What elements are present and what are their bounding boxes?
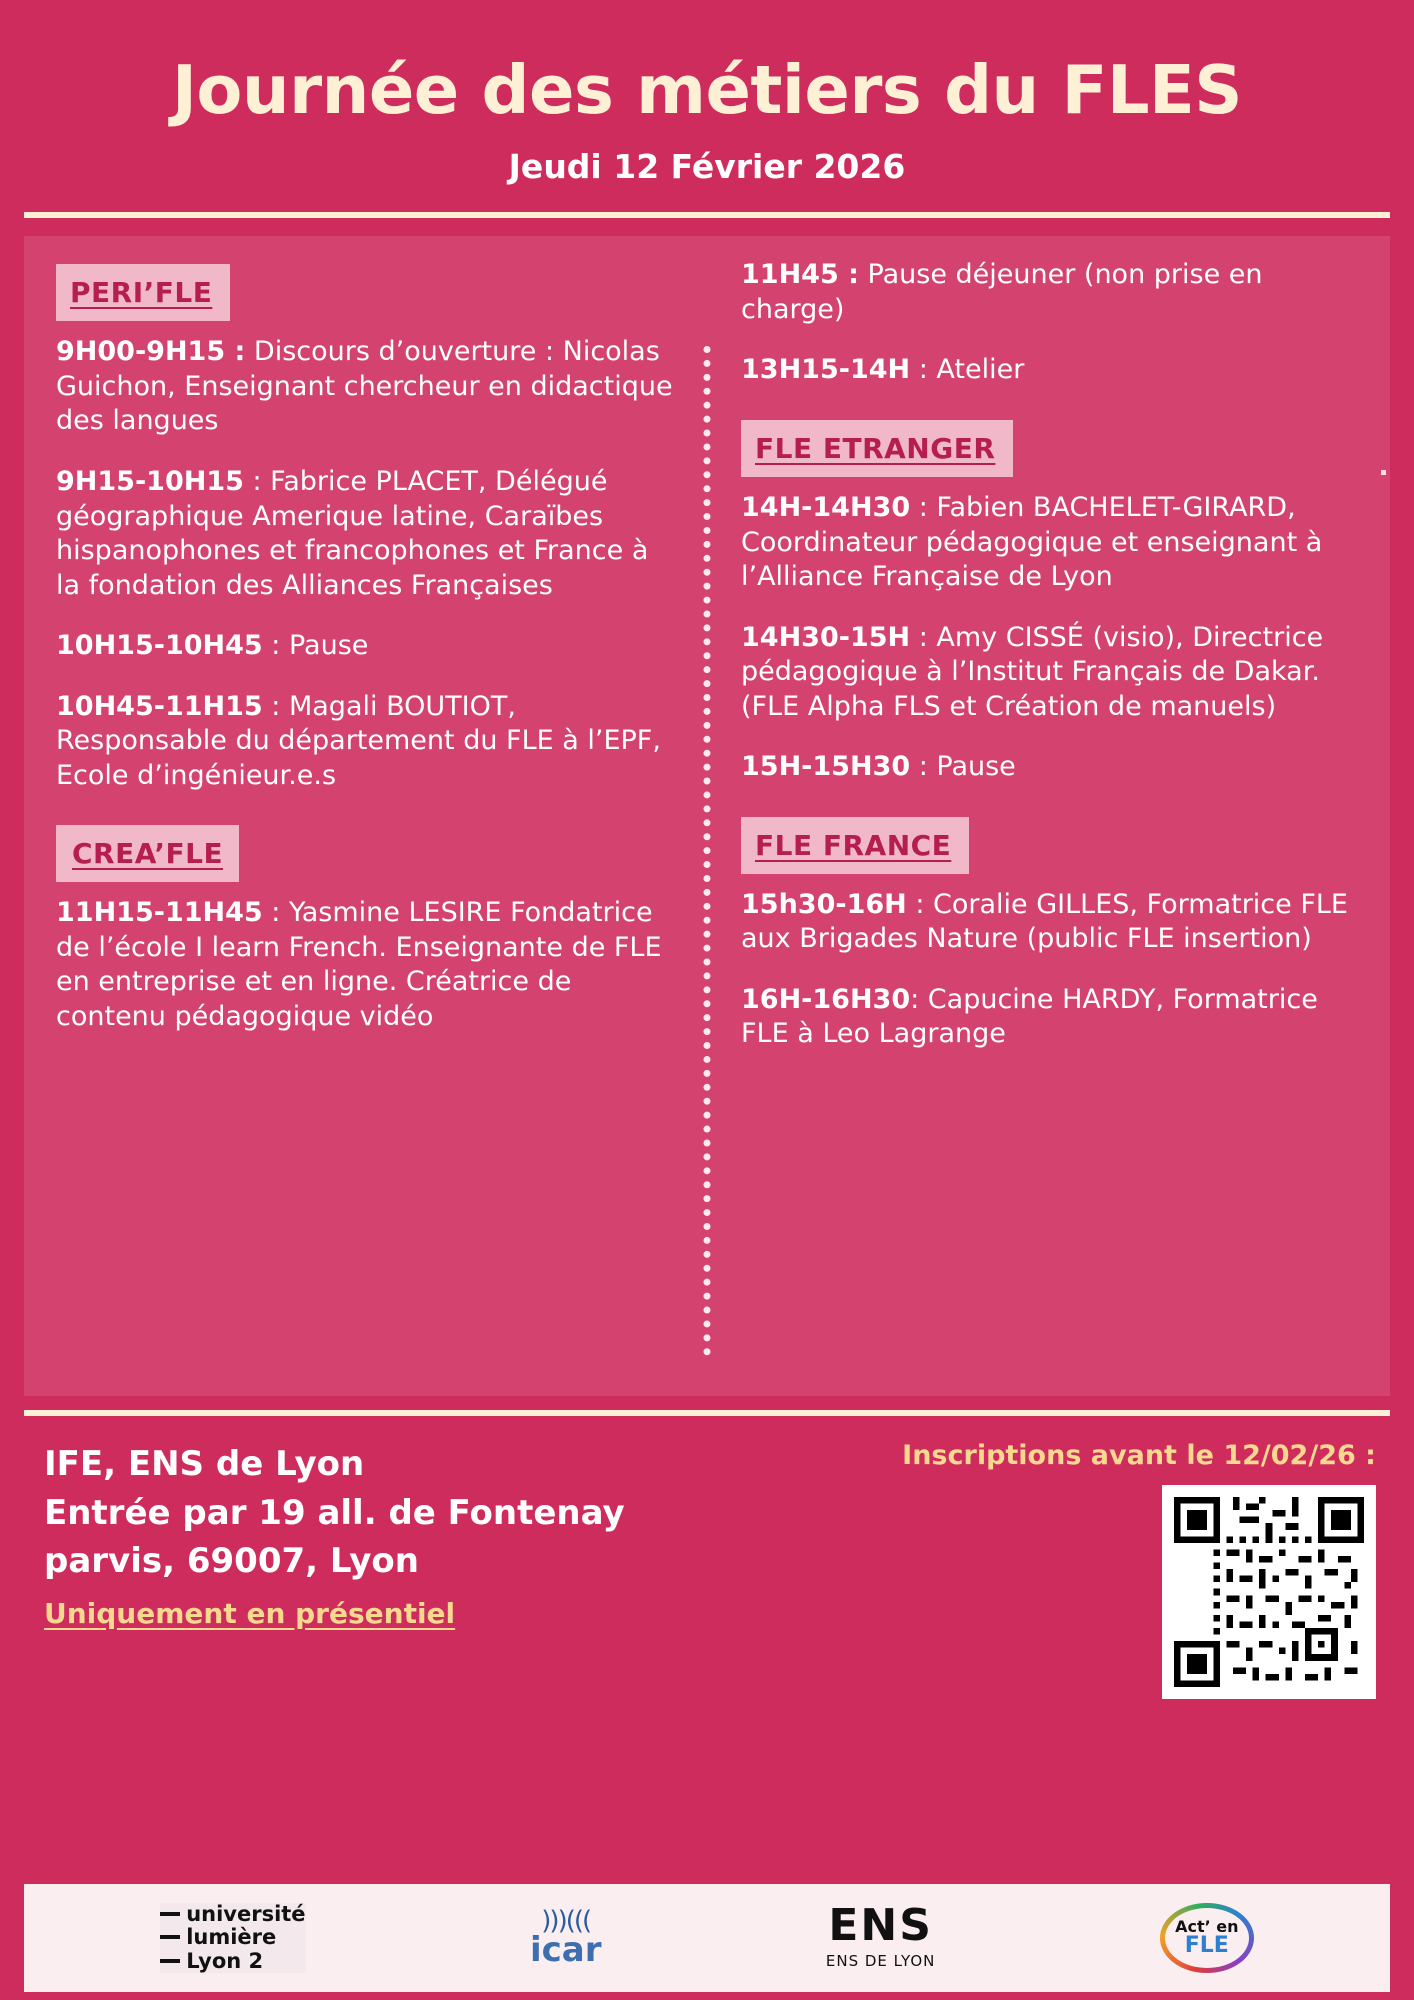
entry-desc: : Fabrice PLACET, Délégué géographique Amerique latine, Caraïbes hispanophones et francophones et France à la fondation des Alliances Françaises	[56, 465, 649, 601]
qr-code-wrapper[interactable]	[1162, 1485, 1376, 1699]
program-entry	[741, 621, 1358, 725]
icar-waves-icon: )))(((	[541, 1906, 591, 1936]
logo-lyon2-line2: lumière	[160, 1926, 305, 1950]
entry-time: 10H45-11H15	[56, 690, 263, 722]
entry-desc: : Magali BOUTIOT, Responsable du département du FLE à l’EPF, Ecole d’ingénieur.e.s	[56, 690, 661, 791]
entry-desc: : Pause	[262, 630, 369, 662]
logo-ens-de-lyon	[825, 1900, 936, 1970]
program-column-right	[707, 252, 1376, 1378]
entry-time: 11H15-11H45	[56, 897, 263, 929]
program-entry	[741, 491, 1358, 595]
ens-sublabel: ENS DE LYON	[825, 1951, 936, 1970]
ens-label: ENS	[828, 1900, 933, 1952]
qr-code[interactable]	[1174, 1497, 1364, 1687]
program-entry	[56, 335, 679, 439]
entry-time: 15h30-16H	[741, 888, 907, 920]
entry-desc: : Amy CISSÉ (visio), Directrice pédagogique à l’Institut Français de Dakar. (FLE Alpha FLS et Création de manuels)	[741, 621, 1324, 722]
poster-footer	[24, 1416, 1390, 1676]
entry-time: 14H-14H30	[741, 491, 911, 523]
entry-time: 15H-15H30	[741, 751, 911, 783]
logo-lyon2-line3: Lyon 2	[160, 1950, 305, 1974]
program-entry	[56, 896, 679, 1034]
entry-desc: Discours d’ouverture : Nicolas Guichon, Enseignant chercheur en didactique des langues	[56, 336, 673, 437]
section-tag-perifle: PERI’FLE	[56, 264, 230, 321]
venue-line-1: IFE, ENS de Lyon	[44, 1444, 365, 1485]
program-panel	[24, 236, 1390, 1396]
entry-time: 9H15-10H15	[56, 465, 244, 497]
entry-desc: : Coralie GILLES, Formatrice FLE aux Brigades Nature (public FLE insertion)	[741, 888, 1348, 955]
section-tag-creafle: CREA’FLE	[56, 825, 239, 882]
column-divider	[704, 346, 711, 1356]
entry-desc: Pause déjeuner (non prise en charge)	[741, 259, 1263, 325]
entry-time: 16H-16H30	[741, 983, 911, 1015]
partner-logo-bar	[24, 1884, 1390, 1992]
venue-block	[24, 1440, 844, 1676]
entry-time: 10H15-10H45	[56, 630, 263, 662]
program-entry	[741, 888, 1358, 957]
header-divider	[24, 212, 1390, 218]
program-entry	[56, 690, 679, 794]
program-entry	[56, 629, 679, 664]
program-entry	[741, 353, 1358, 388]
poster-header	[0, 0, 1414, 186]
venue-line-2: Entrée par 19 all. de Fontenay	[44, 1492, 625, 1533]
program-entry	[56, 465, 679, 603]
logo-icar	[530, 1906, 602, 1970]
presentiel-note: Uniquement en présentiel	[44, 1597, 456, 1631]
page-title: Journée des métiers du FLES	[171, 51, 1243, 129]
logo-universite-lumiere-lyon-2	[160, 1903, 305, 1974]
program-entry	[741, 983, 1358, 1052]
entry-desc: : Atelier	[910, 354, 1025, 386]
act-label-line1: Act’ en	[1175, 1917, 1239, 1936]
entry-desc: : Yasmine LESIRE Fondatrice de l’école I learn French. Enseignante de FLE en entreprise et en ligne. Créatrice de contenu pédagogique vidéo	[56, 897, 662, 1032]
act-label-line2: FLE	[1184, 1933, 1229, 1958]
logo-lyon2-line1: université	[160, 1903, 305, 1927]
decorative-dot	[1381, 470, 1386, 475]
act-en-fle-ring-icon	[1160, 1903, 1254, 1973]
entry-desc: : Fabien BACHELET-GIRARD, Coordinateur pédagogique et enseignant à l’Alliance Française de Lyon	[741, 491, 1323, 593]
entry-time: 9H00-9H15 :	[56, 336, 246, 368]
program-entry	[741, 750, 1358, 785]
logo-act-en-fle	[1160, 1903, 1254, 1973]
registration-block	[844, 1440, 1390, 1676]
program-column-left	[38, 252, 707, 1378]
registration-label: Inscriptions avant le 12/02/26 :	[902, 1440, 1376, 1472]
venue-line-3: parvis, 69007, Lyon	[44, 1540, 419, 1581]
section-tag-fle-etranger: FLE ETRANGER	[741, 420, 1013, 477]
section-tag-fle-france: FLE FRANCE	[741, 817, 969, 874]
entry-time: 14H30-15H	[741, 621, 911, 653]
icar-label: icar	[529, 1930, 602, 1970]
entry-desc: : Capucine HARDY, Formatrice FLE à Leo Lagrange	[741, 983, 1318, 1050]
entry-time: 11H45 :	[741, 259, 859, 291]
event-date: Jeudi 12 Février 2026	[508, 147, 906, 187]
entry-time: 13H15-14H	[741, 354, 911, 386]
program-entry	[741, 258, 1358, 327]
entry-desc: : Pause	[910, 751, 1016, 783]
